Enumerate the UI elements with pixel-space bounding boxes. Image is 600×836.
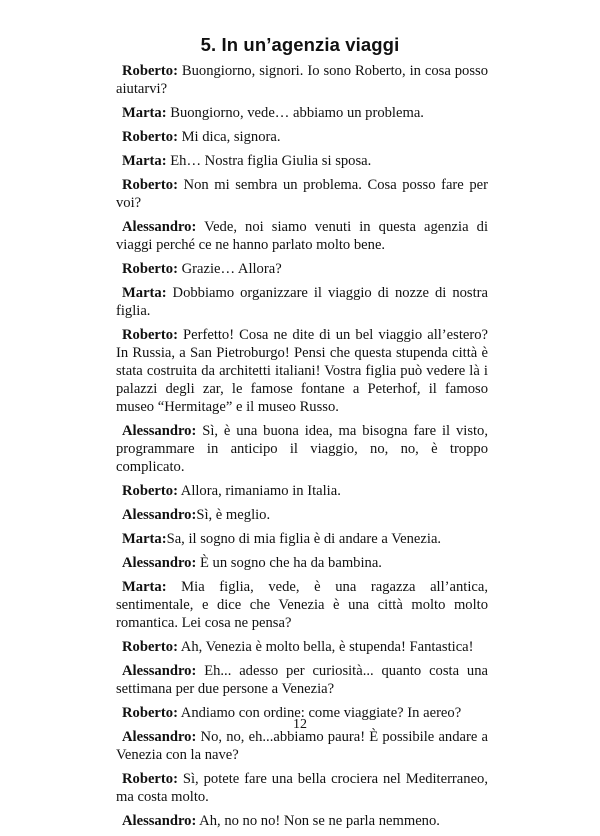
speaker-name: Alessandro: — [122, 729, 197, 745]
speaker-name: Alessandro: — [122, 507, 197, 523]
dialogue-line — [116, 530, 488, 548]
speaker-name: Marta: — [122, 531, 167, 547]
line-text: Ah, Venezia è molto bella, è stupenda! Fantastica! — [177, 639, 474, 655]
chapter-title: 5. In un’agenzia viaggi — [200, 34, 400, 55]
speaker-name: Alessandro: — [122, 555, 197, 571]
speaker-name: Roberto: — [122, 483, 178, 499]
dialogue-line — [116, 422, 488, 476]
line-text: Mia figlia, vede, è una ragazza all’antica, sentimentale, e dice che Venezia è una città molto molto romantica. Lei cosa ne pensa? — [116, 579, 488, 631]
speaker-name: Roberto: — [122, 177, 178, 193]
speaker-name: Marta: — [122, 105, 167, 121]
line-text: Buongiorno, vede… abbiamo un problema. — [166, 105, 424, 121]
line-text: Non mi sembra un problema. Cosa posso fare per voi? — [116, 177, 488, 211]
speaker-name: Roberto: — [122, 129, 178, 145]
line-text: Allora, rimaniamo in Italia. — [177, 483, 341, 499]
dialogue-line — [116, 578, 488, 632]
dialogue-line — [116, 770, 488, 806]
speaker-name: Alessandro: — [122, 663, 197, 679]
line-text: Vede, noi siamo venuti in questa agenzia di viaggi perché ce ne hanno parlato molto bene. — [116, 219, 488, 253]
speaker-name: Alessandro: — [122, 813, 197, 829]
speaker-name: Roberto: — [122, 63, 178, 79]
line-text: È un sogno che ha da bambina. — [196, 555, 382, 571]
speaker-name: Roberto: — [122, 771, 178, 787]
line-text: No, no, eh...abbiamo paura! È possibile andare a Venezia con la nave? — [116, 729, 488, 763]
speaker-name: Roberto: — [122, 327, 178, 343]
dialogue-line — [116, 62, 488, 98]
dialogue-line — [116, 176, 488, 212]
line-text: Eh… Nostra figlia Giulia si sposa. — [166, 153, 372, 169]
dialogue-line — [116, 554, 488, 572]
speaker-name: Marta: — [122, 579, 167, 595]
line-text: Sì, è una buona idea, ma bisogna fare il visto, programmare in anticipo il viaggio, no, no, è troppo complicato. — [116, 423, 488, 475]
speaker-name: Roberto: — [122, 261, 178, 277]
dialogue-line — [116, 506, 488, 524]
speaker-name: Roberto: — [122, 639, 178, 655]
line-text: Sì, è meglio. — [196, 507, 271, 523]
speaker-name: Roberto: — [122, 705, 178, 721]
dialogue-line — [116, 152, 488, 170]
dialogue-line — [116, 284, 488, 320]
speaker-name: Marta: — [122, 285, 167, 301]
dialogue-line — [116, 638, 488, 656]
dialogue-line — [116, 662, 488, 698]
dialogue-line — [116, 128, 488, 146]
dialogue-line — [116, 218, 488, 254]
line-text: Buongiorno, signori. Io sono Roberto, in cosa posso aiutarvi? — [116, 63, 488, 97]
line-text: Sa, il sogno di mia figlia è di andare a Venezia. — [166, 531, 442, 547]
line-text: Mi dica, signora. — [177, 129, 281, 145]
line-text: Dobbiamo organizzare il viaggio di nozze di nostra figlia. — [116, 285, 488, 319]
page-number: 12 — [293, 717, 307, 732]
line-text: Grazie… Allora? — [177, 261, 282, 277]
dialogue-line — [116, 728, 488, 764]
dialogue-line — [116, 482, 488, 500]
line-text: Andiamo con ordine: come viaggiate? In aereo? — [177, 705, 462, 721]
dialogue-line — [116, 104, 488, 122]
line-text: Ah, no no no! Non se ne parla nemmeno. — [196, 813, 440, 829]
speaker-name: Marta: — [122, 153, 167, 169]
line-text: Sì, potete fare una bella crociera nel Mediterraneo, ma costa molto. — [116, 771, 488, 805]
speaker-name: Alessandro: — [122, 423, 197, 439]
line-text: Perfetto! Cosa ne dite di un bel viaggio all’estero? In Russia, a San Pietroburgo! Pensi che questa stupenda città è stata costruita da architetti italiani! Vostra figlia può vedere là i palazzi degli zar, le famose fontane a Peterhof, il famoso museo “Hermitage” e il museo Russo. — [116, 327, 488, 415]
dialogue-line — [116, 260, 488, 278]
line-text: Eh... adesso per curiosità... quanto costa una settimana per due persone a Venezia? — [116, 663, 488, 697]
speaker-name: Alessandro: — [122, 219, 197, 235]
dialogue-line — [116, 812, 488, 830]
dialogue-line — [116, 326, 488, 416]
